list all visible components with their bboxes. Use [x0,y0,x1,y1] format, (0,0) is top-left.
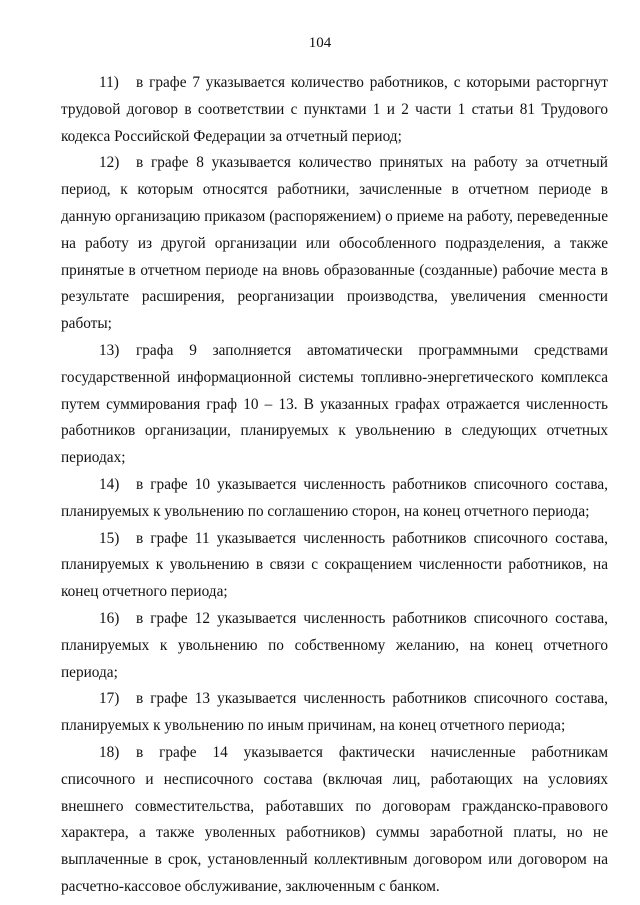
document-body [61,70,608,901]
item-number: 14) [99,475,120,493]
page-number: 104 [308,35,332,51]
item-text: в графе 10 указывается численность работников списочного состава, планируемых к увольнению по соглашению сторон, на конец отчетного периода; [61,475,608,520]
item-text: в графе 14 указывается фактически начисленные работникам списочного и несписочного состава (включая лиц, работающих на условиях внешнего совместительства, работавших по договорам гражданско-правового характера, а также уволенных работников) суммы заработной платы, но не выплаченные в срок, установленный коллективным договором или договором на расчетно-кассовое обслуживание, заключенным с банком. [61,743,608,895]
item-number: 15) [99,529,120,547]
list-item [61,740,608,901]
item-number: 16) [99,609,120,627]
item-number: 13) [99,341,120,359]
item-number: 11) [99,74,119,91]
list-item [61,150,608,338]
list-item [61,686,608,740]
item-text: графа 9 заполняется автоматически программными средствами государственной информационной системы топливно-энергетического комплекса путем суммирования граф 10 – 13. В указанных графах отражается численность работников организации, планируемых к увольнению в следующих отчетных периодах; [61,341,608,467]
item-number: 18) [99,743,120,761]
item-text: в графе 8 указывается количество принятых на работу за отчетный период, к которым относятся работники, зачисленные в отчетном периоде в данную организацию приказом (распоряжением) о приеме на работу, переведенные на работу из другой организации или обособленного подразделения, а также принятые в отчетном периоде на вновь образованные (созданные) рабочие места в результате расширения, реорганизации производства, увеличения сменности работы; [61,154,608,333]
item-number: 12) [99,154,120,172]
item-text: в графе 12 указывается численность работников списочного состава, планируемых к увольнению по собственному желанию, на конец отчетного периода; [61,609,608,681]
item-number: 17) [99,690,120,708]
list-item [61,606,608,686]
list-item [61,472,608,526]
list-item [61,70,608,150]
item-text: в графе 7 указывается количество работников, с которыми расторгнут трудовой договор в соответствии с пунктами 1 и 2 части 1 статьи 81 Трудового кодекса Российской Федерации за отчетный период; [61,74,608,145]
list-item [61,526,608,606]
item-text: в графе 13 указывается численность работников списочного состава, планируемых к увольнению по иным причинам, на конец отчетного периода; [61,690,608,735]
list-item [61,338,608,472]
item-text: в графе 11 указывается численность работников списочного состава, планируемых к увольнению в связи с сокращением численности работников, на конец отчетного периода; [61,529,608,601]
